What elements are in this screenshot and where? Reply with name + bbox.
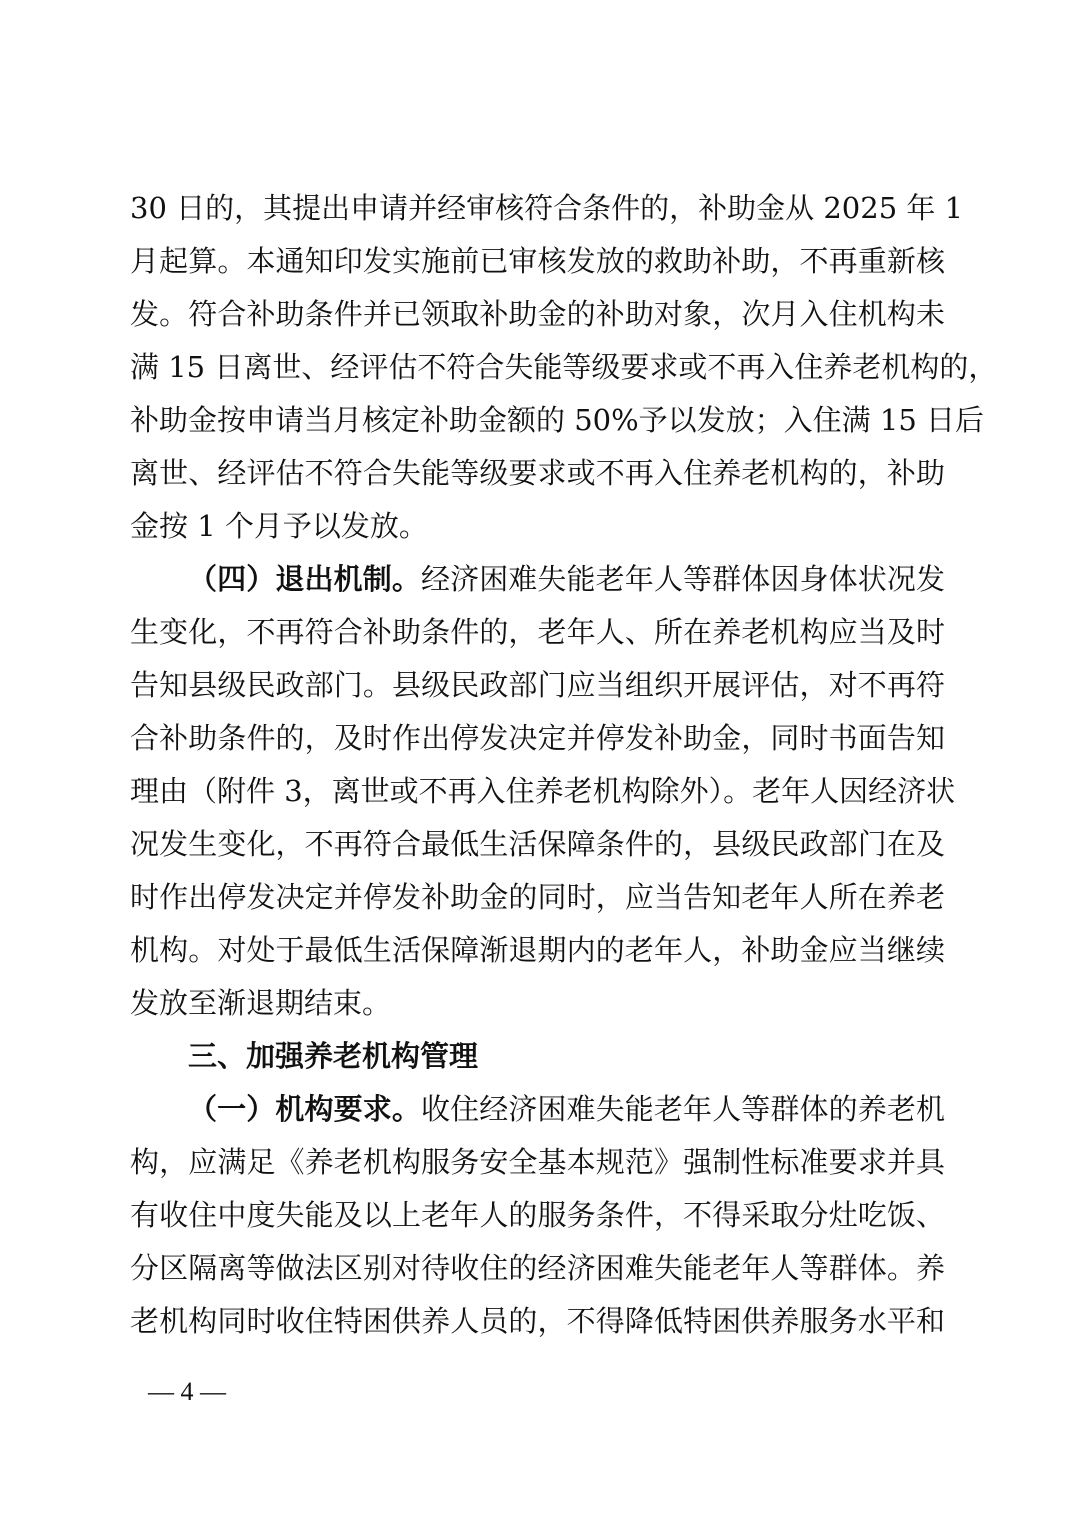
- paragraph-line-text: 收住经济困难失能老年人等群体的养老机: [420, 1092, 945, 1126]
- paragraph-first-line: [188, 553, 945, 605]
- paragraph-line: 时作出停发决定并停发补助金的同时，应当告知老年人所在养老: [130, 880, 945, 914]
- paragraph-line: 有收住中度失能及以上老年人的服务条件，不得采取分灶吃饭、: [130, 1198, 945, 1232]
- paragraph-line: 况发生变化，不再符合最低生活保障条件的，县级民政部门在及: [130, 827, 945, 861]
- paragraph-line: 月起算。本通知印发实施前已审核发放的救助补助，不再重新核: [130, 244, 945, 278]
- paragraph-line: 分区隔离等做法区别对待收住的经济困难失能老年人等群体。养: [130, 1251, 945, 1285]
- paragraph-line: 补助金按申请当月核定补助金额的 50%予以发放；入住满 15 日后: [130, 403, 985, 437]
- paragraph-line: 理由（附件 3，离世或不再入住养老机构除外）。老年人因经济状: [130, 774, 956, 808]
- paragraph-line: 机构。对处于最低生活保障渐退期内的老年人，补助金应当继续: [130, 933, 945, 967]
- paragraph-line: 金按 1 个月予以发放。: [130, 509, 428, 543]
- paragraph-line: 发。符合补助条件并已领取补助金的补助对象，次月入住机构未: [130, 297, 945, 331]
- paragraph-line: 合补助条件的，及时作出停发决定并停发补助金，同时书面告知: [130, 721, 945, 755]
- subsection-heading-exit-mechanism: （四）退出机制。: [188, 562, 421, 596]
- paragraph-line: 满 15 日离世、经评估不符合失能等级要求或不再入住养老机构的，: [130, 350, 998, 384]
- paragraph-line: 构，应满足《养老机构服务安全基本规范》强制性标准要求并具: [130, 1145, 945, 1179]
- paragraph-line: 老机构同时收住特困供养人员的，不得降低特困供养服务水平和: [130, 1304, 945, 1338]
- paragraph-line: 离世、经评估不符合失能等级要求或不再入住养老机构的，补助: [130, 456, 945, 490]
- section-title: 三、加强养老机构管理: [188, 1039, 479, 1073]
- page-number: — 4 —: [148, 1377, 226, 1406]
- paragraph-line: 30 日的，其提出申请并经审核符合条件的，补助金从 2025 年 1: [130, 191, 964, 225]
- paragraph-line: 告知县级民政部门。县级民政部门应当组织开展评估，对不再符: [130, 668, 945, 702]
- paragraph-line-text: 经济困难失能老年人等群体因身体状况发: [420, 562, 945, 596]
- paragraph-line: 发放至渐退期结束。: [130, 986, 392, 1020]
- paragraph-line: 生变化，不再符合补助条件的，老年人、所在养老机构应当及时: [130, 615, 945, 649]
- paragraph-first-line: [188, 1083, 945, 1135]
- subsection-heading-institution-requirements: （一）机构要求。: [188, 1092, 421, 1126]
